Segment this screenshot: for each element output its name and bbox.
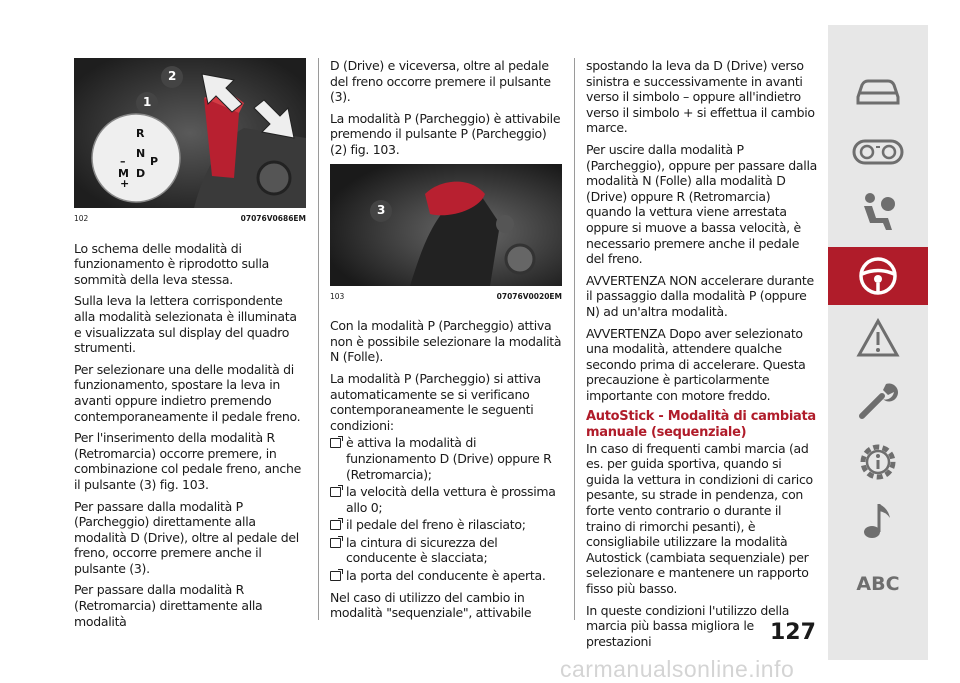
paragraph: Sulla leva la lettera corrispondente alla modalità selezionata è illuminata e visualizzata sul display del quadro strumenti.: [74, 293, 297, 356]
list-item-text: la cintura di sicurezza del conducente è slacciata;: [346, 534, 498, 566]
figure-102-caption: [74, 211, 306, 227]
paragraph: Per selezionare una delle modalità di funzionamento, spostare la leva in avanti oppure indietro premendo contemporaneamente il pedale freno.: [74, 361, 301, 424]
gear-r-label: R: [136, 127, 145, 140]
callout-3: 3: [370, 200, 392, 222]
callout-1: 1: [136, 92, 158, 114]
paragraph: Per uscire dalla modalità P (Parcheggio), oppure per passare dalla modalità N (Folle) alla modalità D (Drive) oppure R (Retromarcia) quando la vettura viene arrestata oppure si muove a bassa velocità, è necessario premere anche il pedale del freno.: [586, 141, 817, 267]
section-heading: AutoStick - Modalità di cambiata manuale (sequenziale): [586, 409, 816, 441]
column-3: [586, 58, 818, 655]
checkbox-icon: [330, 571, 341, 581]
gear-pattern-diagram: [118, 128, 178, 188]
sidebar-item-technical-data[interactable]: [828, 433, 928, 491]
abc-index-icon: ABC: [856, 573, 900, 595]
paragraph: Per l'inserimento della modalità R (Retromarcia) occorre premere, in combinazione col pedale freno, anche il pulsante (3) fig. 103.: [74, 430, 302, 492]
sidebar-item-car[interactable]: [828, 63, 928, 121]
paragraph: Con la modalità P (Parcheggio) attiva non è possibile selezionare la modalità N (Folle).: [330, 318, 562, 365]
column-1: [74, 58, 306, 635]
dashboard-gauges-icon: [852, 137, 904, 167]
figure-103: [330, 164, 562, 286]
paragraph: Lo schema delle modalità di funzionamento è riprodotto sulla sommità della leva stessa.: [74, 240, 269, 287]
sidebar-item-driving[interactable]: [828, 247, 928, 305]
paragraph: In caso di frequenti cambi marcia (ad es. per guida sportiva, quando si guida la vettura in condizioni di carico pesante, su strade in pendenza, con forte vento contrario o durante il traino di rimorchi pesanti), è consigliabile utilizzare la modalità Autostick (cambiata sequenziale) per selezionare e mantenere un rapporto fisso più basso.: [586, 440, 813, 596]
list-item: [330, 517, 562, 533]
warning-paragraph: AVVERTENZA Dopo aver selezionato una modalità, attendere qualche secondo prima di accelerare. Questa precauzione è particolarmente importante con motore freddo.: [586, 325, 806, 403]
list-item-text: è attiva la modalità di funzionamento D (Drive) oppure R (Retromarcia);: [346, 435, 552, 482]
warning-triangle-icon: [856, 318, 900, 358]
music-note-icon: [858, 498, 898, 542]
column-divider: [574, 58, 575, 620]
gear-n-label: N: [136, 147, 145, 160]
car-icon: [854, 75, 902, 109]
sidebar-item-safety[interactable]: [828, 183, 928, 241]
column-divider: [318, 58, 319, 620]
list-item-text: la velocità della vettura è prossima allo 0;: [346, 484, 556, 515]
gear-m-label: M: [118, 167, 129, 180]
sidebar-item-dashboard[interactable]: [828, 123, 928, 181]
paragraph: Nel caso di utilizzo del cambio in modalità "sequenziale", attivabile: [330, 589, 532, 621]
sidebar-item-maintenance[interactable]: [828, 371, 928, 429]
warning-paragraph: AVVERTENZA NON accelerare durante il passaggio dalla modalità P (oppure N) ad un'altra modalità.: [586, 272, 814, 319]
paragraph: La modalità P (Parcheggio) si attiva automaticamente se si verificano contemporaneamente le seguenti condizioni:: [330, 370, 541, 433]
paragraph: Per passare dalla modalità R (Retromarcia) direttamente alla modalità: [74, 582, 263, 629]
checkbox-icon: [330, 538, 341, 548]
list-item: [330, 535, 562, 566]
paragraph: In queste condizioni l'utilizzo della marcia più bassa migliora le prestazioni: [586, 602, 790, 649]
list-item-text: il pedale del freno è rilasciato;: [346, 517, 526, 533]
paragraph: Per passare dalla modalità P (Parcheggio) direttamente alla modalità D (Drive), oltre al pedale del freno, occorre premere anche il pulsante (3).: [74, 498, 299, 576]
paragraph: D (Drive) e viceversa, oltre al pedale del freno occorre premere il pulsante (3).: [330, 58, 551, 105]
figure-code: 07076V0686EM: [240, 214, 306, 223]
checkbox-icon: [330, 438, 341, 448]
sidebar-item-index[interactable]: [828, 555, 928, 613]
watermark: carmanualsonline.info: [560, 656, 795, 682]
settings-info-icon: [856, 440, 900, 484]
callout-2: 2: [161, 66, 183, 88]
list-item: [330, 484, 562, 515]
figure-number: 103: [330, 291, 345, 301]
list-item-text: la porta del conducente è aperta.: [346, 568, 546, 584]
checkbox-icon: [330, 520, 341, 530]
paragraph: spostando la leva da D (Drive) verso sinistra e successivamente in avanti verso il simbolo – oppure all'indietro verso il simbolo + si effettua il cambio marce.: [586, 58, 815, 136]
figure-103-caption: [330, 289, 562, 305]
gear-minus-label: –: [120, 155, 126, 168]
airbag-seat-icon: [856, 190, 900, 234]
figure-102: [74, 58, 306, 208]
steering-wheel-icon: [857, 255, 899, 297]
arrow-icons: [194, 66, 304, 146]
gear-d-label: D: [136, 167, 145, 180]
gear-p-label: P: [150, 155, 158, 168]
sidebar-item-warnings[interactable]: [828, 309, 928, 367]
chapter-sidebar: [828, 25, 928, 660]
sidebar-item-multimedia[interactable]: [828, 491, 928, 549]
list-item: [330, 435, 562, 482]
figure-number: 102: [74, 214, 89, 223]
wrench-icon: [856, 378, 900, 422]
paragraph: La modalità P (Parcheggio) è attivabile premendo il pulsante P (Parcheggio) (2) fig. 103.: [330, 110, 561, 157]
checkbox-icon: [330, 487, 341, 497]
list-item: [330, 568, 562, 584]
page-number: 127: [770, 620, 816, 645]
figure-code: 07076V0020EM: [496, 291, 562, 301]
column-2: [330, 58, 562, 627]
gear-plus-label: +: [120, 177, 129, 190]
